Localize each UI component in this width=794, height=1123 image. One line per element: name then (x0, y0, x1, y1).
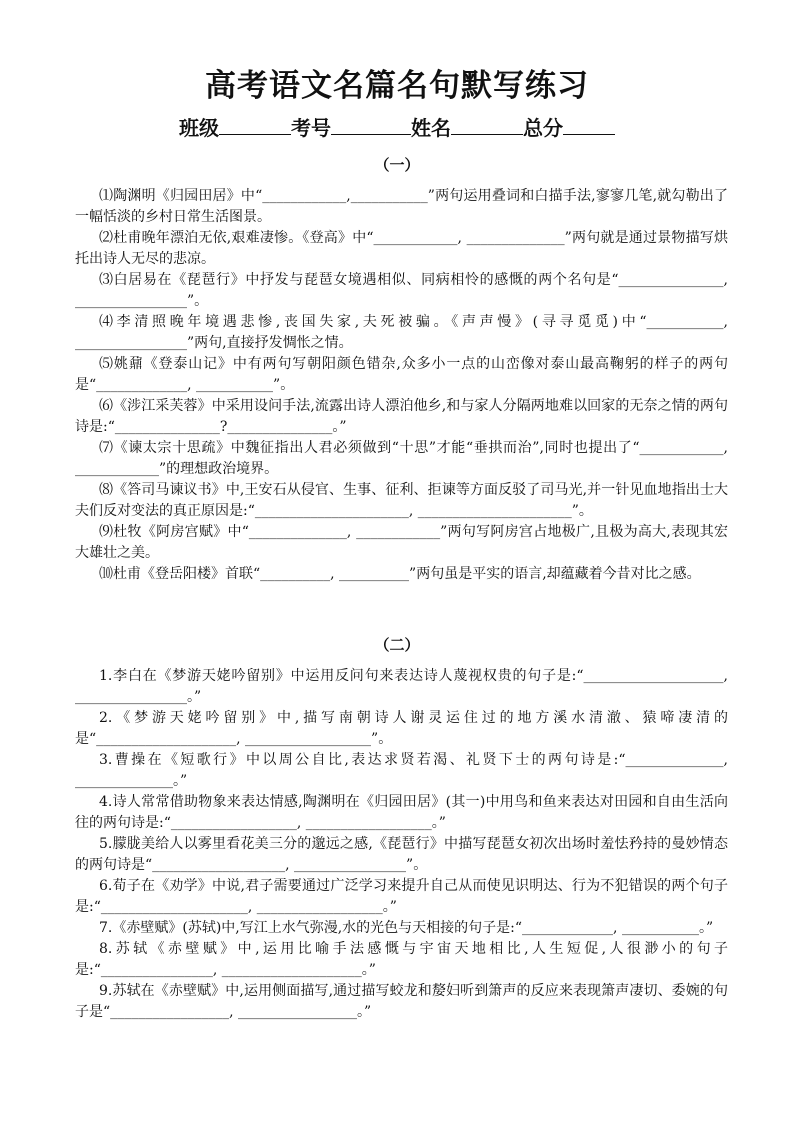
total-score-blank[interactable] (563, 116, 615, 135)
question-2-9: 9.苏轼在《赤壁赋》中,运用侧面描写,通过描写蛟龙和嫠妇听到箫声的反应来表现箫声凄切、委婉的句子是“_________________, _________________。” (75, 983, 728, 1020)
question-2-8: 8.苏轼《赤壁赋》中,运用比喻手法感慨与宇宙天地相比,人生短促,人很渺小的句子是:“________________, ____________________。” (75, 941, 728, 978)
question-2-2: 2.《梦游天姥吟留别》中,描写南朝诗人谢灵运住过的地方溪水清澈、猿啼凄清的是“____________________, __________________”。 (75, 710, 728, 747)
question-1-10: ⑽杜甫《登岳阳楼》首联“__________, __________”两句虽是平实的语言,却蕴藏着今昔对比之感。 (99, 566, 701, 582)
question-1-2: ⑵杜甫晚年漂泊无依,艰难凄惨。《登高》中“____________, ______________”两句就是通过景物描写烘托出诗人无尽的悲凉。 (75, 230, 728, 267)
question-1-4: ⑷李清照晚年境遇悲惨,丧国失家,夫死被骗。《声声慢》(寻寻觅觅)中“___________, ________________”两句,直接抒发惆怅之情。 (75, 314, 728, 351)
name-blank[interactable] (451, 116, 523, 135)
name-label: 姓名 (411, 116, 451, 140)
exam-number-blank[interactable] (331, 116, 411, 135)
section-1-questions (75, 186, 728, 585)
section-2-questions (75, 666, 728, 1023)
page-title: 高考语文名篇名句默写练习 (205, 68, 589, 104)
question-1-8: ⑻《答司马谏议书》中,王安石从侵官、生事、征利、拒谏等方面反驳了司马光,并一针见血地指出士大夫们反对变法的真正原因是:“______________________, ______________________”。 (75, 482, 728, 519)
question-2-4: 4.诗人常常借助物象来表达情感,陶渊明在《归园田居》(其一)中用鸟和鱼来表达对田园和自由生活向往的两句诗是:“__________________, __________________。” (75, 794, 728, 831)
question-1-7: ⑺《谏太宗十思疏》中魏征指出人君必须做到“十思”才能“垂拱而治”,同时也提出了“____________, ____________”的理想政治境界。 (75, 440, 728, 477)
question-1-6: ⑹《涉江采芙蓉》中采用设问手法,流露出诗人漂泊他乡,和与家人分隔两地难以回家的无奈之情的两句诗是:“_______________?_______________。” (75, 398, 728, 435)
question-2-3: 3.曹操在《短歌行》中以周公自比,表达求贤若渴、礼贤下士的两句诗是:“______________, ______________。” (75, 752, 728, 789)
question-2-7: 7.《赤壁赋》(苏轼)中,写江上水气弥漫,水的光色与天相接的句子是:“_____________, ___________。” (99, 920, 714, 936)
question-1-5: ⑸姚鼐《登泰山记》中有两句写朝阳颜色错杂,众多小一点的山峦像对泰山最高鞠躬的样子的两句是“_____________, ___________”。 (75, 356, 728, 393)
question-2-6: 6.荀子在《劝学》中说,君子需要通过广泛学习来提升自己从而使见识明达、行为不犯错误的两个句子是:“_____________________, __________________。” (75, 878, 728, 915)
question-1-1: ⑴陶渊明《归园田居》中“____________,___________”两句运用叠词和白描手法,寥寥几笔,就勾勒出了一幅恬淡的乡村日常生活图景。 (75, 188, 728, 225)
total-score-label: 总分 (523, 116, 563, 140)
question-2-5: 5.朦胧美给人以雾里看花美三分的邈远之感,《琵琶行》中描写琵琶女初次出场时羞怯矜持的曼妙情态的两句诗是“___________________, ________________”。 (75, 836, 728, 873)
question-1-9: ⑼杜牧《阿房宫赋》中“______________, ____________”两句写阿房宫占地极广,且极为高大,表现其宏大雄壮之美。 (75, 524, 728, 561)
section-heading-2: （二） (374, 636, 420, 654)
section-heading-1: （一） (374, 156, 420, 174)
question-1-3: ⑶白居易在《琵琶行》中抒发与琵琶女境遇相似、同病相怜的感慨的两个名句是“_______________, ________________”。 (75, 272, 728, 309)
class-blank[interactable] (219, 116, 291, 135)
question-2-1: 1.李白在《梦游天姥吟留别》中运用反问句来表达诗人蔑视权贵的句子是:“____________________, ________________。” (75, 668, 728, 705)
class-label: 班级 (179, 116, 219, 140)
student-info-line (0, 112, 794, 141)
exam-number-label: 考号 (291, 116, 331, 140)
